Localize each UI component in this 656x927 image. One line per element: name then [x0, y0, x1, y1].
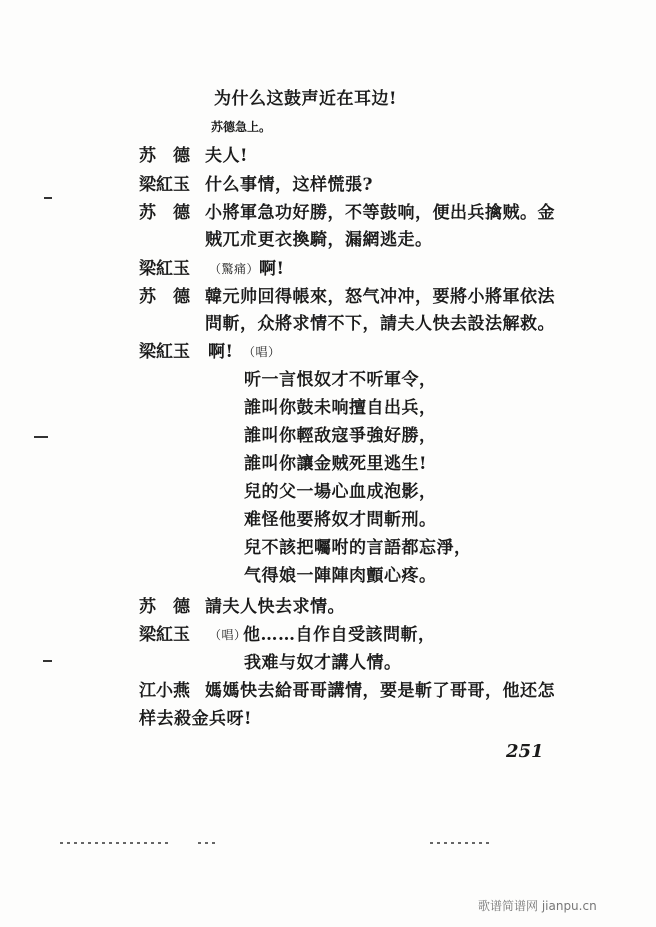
song-line: 誰叫你輕敌寇爭強好勝，	[244, 426, 437, 446]
speaker-name: 苏 德	[139, 597, 190, 617]
speaker-name: 梁紅玉	[139, 259, 190, 279]
page-number: 251	[506, 741, 544, 762]
speaker-name: 江小燕	[139, 681, 190, 701]
song-line: 兒的父一場心血成泡影，	[244, 482, 437, 502]
dialogue-text: 問斬，众將求情不下，請夫人快去設法解救。	[205, 314, 555, 334]
scan-dots	[430, 842, 490, 844]
dialogue-text: 媽媽快去給哥哥講情，要是斬了哥哥，他还怎	[205, 681, 555, 701]
speaker-name: 梁紅玉	[139, 342, 190, 362]
speaker-name: 梁紅玉	[139, 175, 190, 195]
scan-mark	[44, 197, 52, 199]
dialogue-text: 样去殺金兵呀!	[139, 709, 252, 729]
song-line: 誰叫你讓金贼死里逃生!	[244, 454, 427, 474]
scan-dots	[198, 842, 218, 844]
stage-note: （唱）	[243, 345, 281, 359]
watermark: 歌谱简谱网 jianpu.cn	[478, 899, 597, 913]
speaker-name: 苏 德	[139, 203, 190, 223]
song-line: 兒不該把囑咐的言語都忘淨，	[244, 538, 472, 558]
scene-heading: 为什么这鼓声近在耳边!	[214, 89, 397, 109]
song-line: 难怪他要將奴才問斬刑。	[244, 510, 437, 530]
stage-note: （驚痛）	[209, 262, 260, 276]
scan-dots	[60, 842, 170, 844]
stage-direction: 苏德急上。	[211, 120, 272, 134]
dialogue-text: 請夫人快去求情。	[205, 597, 345, 617]
song-line: 气得娘一陣陣肉顫心疼。	[244, 566, 437, 586]
dialogue-text: 贼兀朮更衣換騎，漏網逃走。	[205, 230, 433, 250]
stage-note: （唱）	[209, 628, 247, 642]
dialogue-text: 啊!	[208, 342, 234, 362]
dialogue-text: 他……自作自受該問斬，	[243, 625, 436, 645]
song-line: 誰叫你鼓未响擅自出兵，	[244, 398, 437, 418]
dialogue-text: 什么事情，这样慌張?	[205, 175, 373, 195]
dialogue-text: 小將軍急功好勝，不等鼓响，便出兵擒贼。金	[205, 203, 555, 223]
scan-mark	[34, 436, 48, 438]
speaker-name: 梁紅玉	[139, 625, 190, 645]
speaker-name: 苏 德	[139, 287, 190, 307]
scan-mark	[43, 660, 52, 662]
dialogue-text: 韓元帅回得帳來，怒气冲冲，要將小將軍依法	[205, 287, 555, 307]
dialogue-text: 夫人!	[205, 146, 248, 166]
dialogue-text: 啊!	[259, 259, 285, 279]
song-line: 听一言恨奴才不听軍令，	[244, 370, 437, 390]
dialogue-text: 我难与奴才講人情。	[244, 653, 402, 673]
speaker-name: 苏 德	[139, 146, 190, 166]
